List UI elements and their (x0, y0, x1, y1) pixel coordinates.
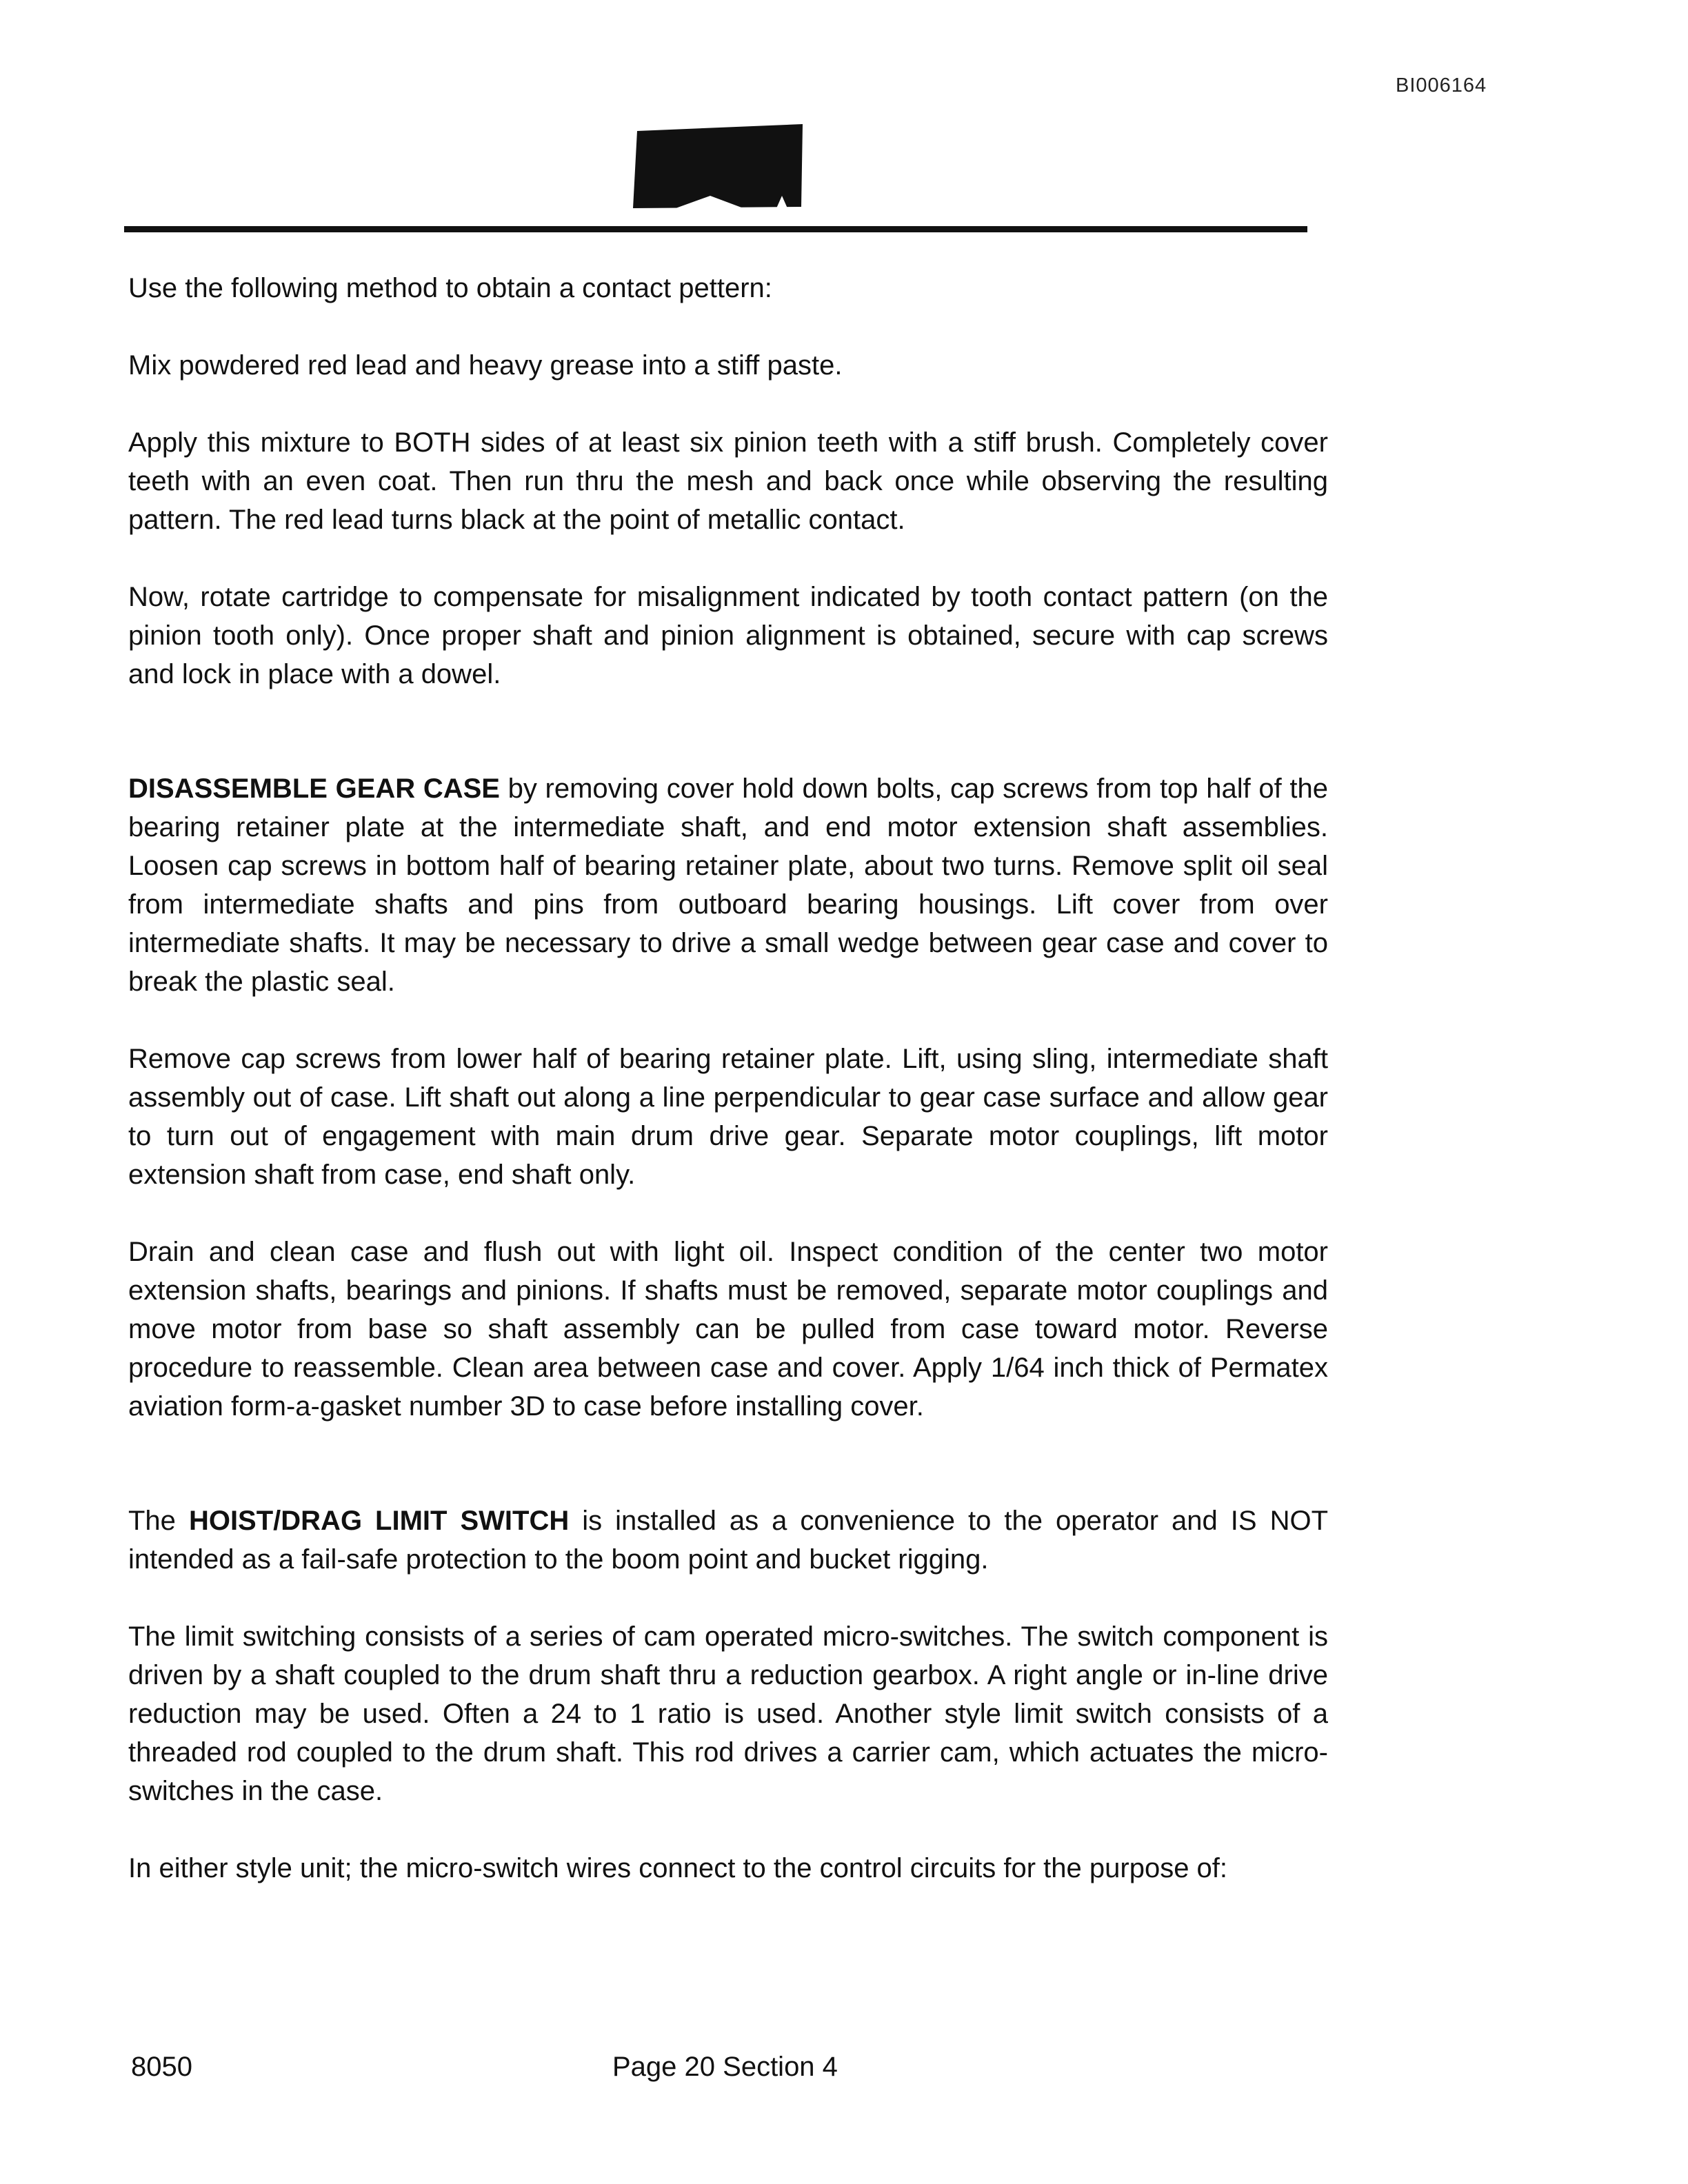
company-logo-icon (633, 124, 805, 208)
paragraph-disassemble-gear-case (128, 769, 1328, 1001)
paragraph-prefix: The (128, 1506, 189, 1536)
page-body (128, 269, 1328, 1888)
document-id: BI006164 (1396, 74, 1487, 97)
paragraph-drain-clean: Drain and clean case and flush out with light oil. Inspect condition of the center two motor extension shafts, bearings and pinions. If shafts must be removed, separate motor couplings and move motor from base so shaft assembly can be pulled from case toward motor. Reverse procedure to reassemble. Clean area between case and cover. Apply 1/64 inch thick of Permatex aviation form-a-gasket number 3D to case before installing cover. (128, 1237, 1328, 1422)
paragraph-limit-switching: The limit switching consists of a series of cam operated micro-switches. The switch component is driven by a shaft coupled to the drum shaft thru a reduction gearbox. A right angle or in-line drive reduction may be used. Often a 24 to 1 ratio is used. Another style limit switch consists of a threaded rod coupled to the drum shaft. This rod drives a carrier cam, which actuates the micro-switches in the case. (128, 1621, 1328, 1806)
paragraph-contact-method: Use the following method to obtain a contact pettern: (128, 273, 772, 303)
paragraph-text: by removing cover hold down bolts, cap screws from top half of the bearing retainer plate at the intermediate shaft, and end motor extension shaft assemblies. Loosen cap screws in bottom half of bearing retainer plate, about two turns. Remove split oil seal from intermediate shafts and pins from outboard bearing housings. Lift cover from over intermediate shafts. It may be necessary to drive a small wedge between gear case and cover to break the plastic seal. (128, 774, 1328, 997)
paragraph-rotate-cartridge: Now, rotate cartridge to compensate for misalignment indicated by tooth contact pattern (on the pinion tooth only). Once proper shaft and pinion alignment is obtained, secure with cap screws and lock in place with a dowel. (128, 582, 1328, 689)
paragraph-text: is installed as a convenience to the operator and IS NOT intended as a fail-safe protection to the boom point and bucket rigging. (128, 1506, 1329, 1575)
paragraph-mix-paste: Mix powdered red lead and heavy grease into a stiff paste. (128, 350, 843, 381)
paragraph-limit-switch (128, 1502, 1328, 1579)
paragraph-either-style: In either style unit; the micro-switch wires connect to the control circuits for the purpose of: (128, 1853, 1228, 1883)
paragraph-apply-mixture: Apply this mixture to BOTH sides of at least six pinion teeth with a stiff brush. Completely cover teeth with an even coat. Then run thru the mesh and back once while observing the resulting pattern. The red lead turns black at the point of metallic contact. (128, 427, 1328, 535)
section-lead-limit-switch: HOIST/DRAG LIMIT SWITCH (188, 1506, 570, 1536)
footer-page-number: Page 20 Section 4 (612, 2052, 838, 2082)
header-rule (124, 226, 1307, 232)
section-lead-disassemble: DISASSEMBLE GEAR CASE (128, 774, 500, 804)
footer-model-number: 8050 (131, 2052, 192, 2082)
paragraph-remove-cap-screws: Remove cap screws from lower half of bearing retainer plate. Lift, using sling, intermediate shaft assembly out of case. Lift shaft out along a line perpendicular to gear case surface and allow gear to turn out of engagement with main drum drive gear. Separate motor couplings, lift motor extension shaft from case, end shaft only. (128, 1044, 1328, 1190)
